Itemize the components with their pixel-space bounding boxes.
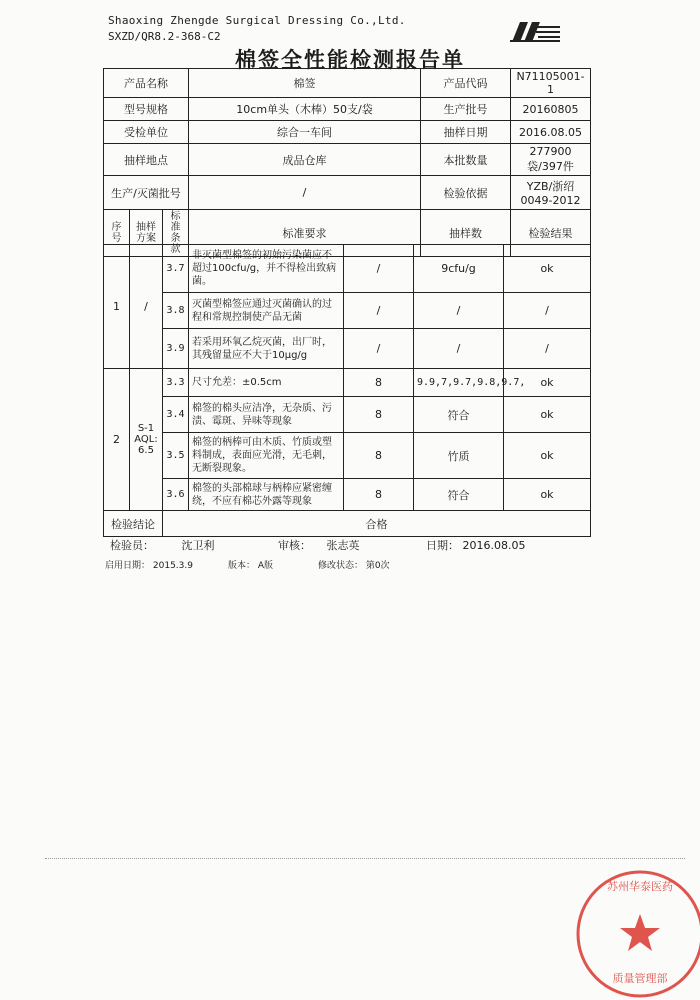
col-count: 抽样数: [421, 210, 511, 257]
conclusion-cell: ok: [504, 479, 591, 511]
requirement-cell: 灭菌型棉签应通过灭菌确认的过程和常规控制使产品无菌: [189, 293, 344, 329]
steril-value: /: [189, 176, 421, 210]
col-req: 标准要求: [189, 210, 421, 257]
sample-date-value: 2016.08.05: [511, 121, 591, 144]
product-code-label: 产品代码: [421, 69, 511, 98]
col-clause: 标准条款: [163, 210, 189, 257]
conclusion-label: 检验结论: [104, 511, 163, 537]
batch-value: 20160805: [511, 98, 591, 121]
table-row: [104, 329, 591, 369]
reviewer: [278, 537, 360, 553]
basis-value: YZB/浙绍0049-2012: [511, 176, 591, 210]
clause-cell: 3.8: [163, 293, 189, 329]
group2-plan: S-1 AQL: 6.5: [130, 369, 163, 511]
model-value: 10cm单头（木棒）50支/袋: [189, 98, 421, 121]
report-title: 棉签全性能检测报告单: [235, 47, 465, 72]
revision-label: 修改状态：: [318, 561, 364, 571]
count-cell: 8: [344, 397, 414, 433]
unit-label: 受检单位: [104, 121, 189, 144]
steril-label: 生产/灭菌批号: [104, 176, 189, 210]
sample-date-label: 抽样日期: [421, 121, 511, 144]
batch-label: 生产批号: [421, 98, 511, 121]
info-row-steril: [104, 176, 591, 210]
conclusion-cell: /: [504, 293, 591, 329]
effective-date: [105, 558, 193, 571]
product-code-value: N71105001-1: [511, 69, 591, 98]
red-company-seal: [568, 862, 700, 1000]
version-label: 版本：: [228, 561, 256, 571]
clause-cell: 3.4: [163, 397, 189, 433]
document-number: SXZD/QR8.2-368-C2: [108, 30, 221, 43]
clause-cell: 3.3: [163, 369, 189, 397]
reviewer-name: 张志英: [326, 539, 360, 552]
location-label: 抽样地点: [104, 144, 189, 176]
count-cell: /: [344, 245, 414, 293]
conclusion-cell: ok: [504, 397, 591, 433]
basis-label: 检验依据: [421, 176, 511, 210]
result-cell: 9cfu/g: [414, 245, 504, 293]
info-row-model: [104, 98, 591, 121]
qty-value: 277900袋/397件: [511, 144, 591, 176]
requirement-cell: 棉签的棉头应洁净，无杂质、污渍、霉斑、异味等现象: [189, 397, 344, 433]
result-cell: 符合: [414, 397, 504, 433]
table-row: [104, 397, 591, 433]
requirement-cell: 棉签的头部棉球与柄棒应紧密缠绕，不应有棉芯外露等现象: [189, 479, 344, 511]
group2-seq: 2: [104, 369, 130, 511]
svg-text:质量管理部: 质量管理部: [612, 972, 668, 985]
result-cell: 符合: [414, 479, 504, 511]
conclusion-row: [104, 511, 591, 537]
items-table: [103, 244, 591, 537]
clause-cell: 3.6: [163, 479, 189, 511]
requirement-cell: 非灭菌型棉签的初始污染菌应不超过100cfu/g，并不得检出致病菌。: [189, 245, 344, 293]
count-cell: 8: [344, 433, 414, 479]
requirement-cell: 若采用环氧乙烷灭菌，出厂时，其残留量应不大于10μg/g: [189, 329, 344, 369]
effective-value: 2015.3.9: [152, 561, 193, 571]
result-cell: 竹质: [414, 433, 504, 479]
clause-cell: 3.7: [163, 245, 189, 293]
conclusion-cell: ok: [504, 433, 591, 479]
reviewer-label: 审核：: [278, 539, 311, 552]
qty-label: 本批数量: [421, 144, 511, 176]
table-row: [104, 293, 591, 329]
clause-cell: 3.5: [163, 433, 189, 479]
inspector-name: 沈卫利: [181, 539, 215, 552]
product-name-value: 棉签: [189, 69, 421, 98]
conclusion-cell: ok: [504, 369, 591, 397]
conclusion-cell: /: [504, 329, 591, 369]
company-name: Shaoxing Zhengde Surgical Dressing Co.,Ltd.: [108, 14, 406, 27]
conclusion-cell: ok: [504, 245, 591, 293]
info-row-product: [104, 69, 591, 98]
model-label: 型号规格: [104, 98, 189, 121]
col-result: 检验结果: [511, 210, 591, 257]
svg-text:苏州华泰医药: 苏州华泰医药: [607, 880, 673, 893]
count-cell: /: [344, 293, 414, 329]
count-cell: 8: [344, 479, 414, 511]
table-row: [104, 369, 591, 397]
inspector-label: 检验员：: [110, 539, 154, 552]
table-row: [104, 433, 591, 479]
version: [228, 558, 273, 571]
col-plan: 抽样方案: [130, 210, 163, 257]
date-value: 2016.08.05: [462, 539, 526, 552]
inspector: [110, 537, 215, 553]
info-row-unit: [104, 121, 591, 144]
report-date: [426, 537, 525, 553]
group1-plan: /: [130, 245, 163, 369]
requirement-cell: 尺寸允差：±0.5cm: [189, 369, 344, 397]
date-label: 日期：: [426, 539, 459, 552]
table-row: [104, 479, 591, 511]
location-value: 成品仓库: [189, 144, 421, 176]
revision-value: 第0次: [365, 561, 390, 571]
company-logo: [506, 20, 564, 44]
conclusion-value: 合格: [163, 511, 591, 537]
result-cell: /: [414, 293, 504, 329]
count-cell: /: [344, 329, 414, 369]
unit-value: 综合一车间: [189, 121, 421, 144]
scan-artifact-line: [45, 858, 685, 861]
table-row: [104, 245, 591, 293]
clause-cell: 3.9: [163, 329, 189, 369]
version-value: A版: [257, 561, 274, 571]
report-table: [103, 68, 591, 257]
count-cell: 8: [344, 369, 414, 397]
group1-seq: 1: [104, 245, 130, 369]
effective-label: 启用日期：: [105, 561, 151, 571]
col-seq: 序号: [104, 210, 130, 257]
info-row-location: [104, 144, 591, 176]
product-name-label: 产品名称: [104, 69, 189, 98]
result-cell: 9.9,7,9.7,9.8,9.7,: [414, 369, 504, 397]
result-cell: /: [414, 329, 504, 369]
requirement-cell: 棉签的柄棒可由木质、竹质或塑料制成，表面应光滑，无毛刺，无断裂现象。: [189, 433, 344, 479]
revision: [318, 558, 390, 571]
